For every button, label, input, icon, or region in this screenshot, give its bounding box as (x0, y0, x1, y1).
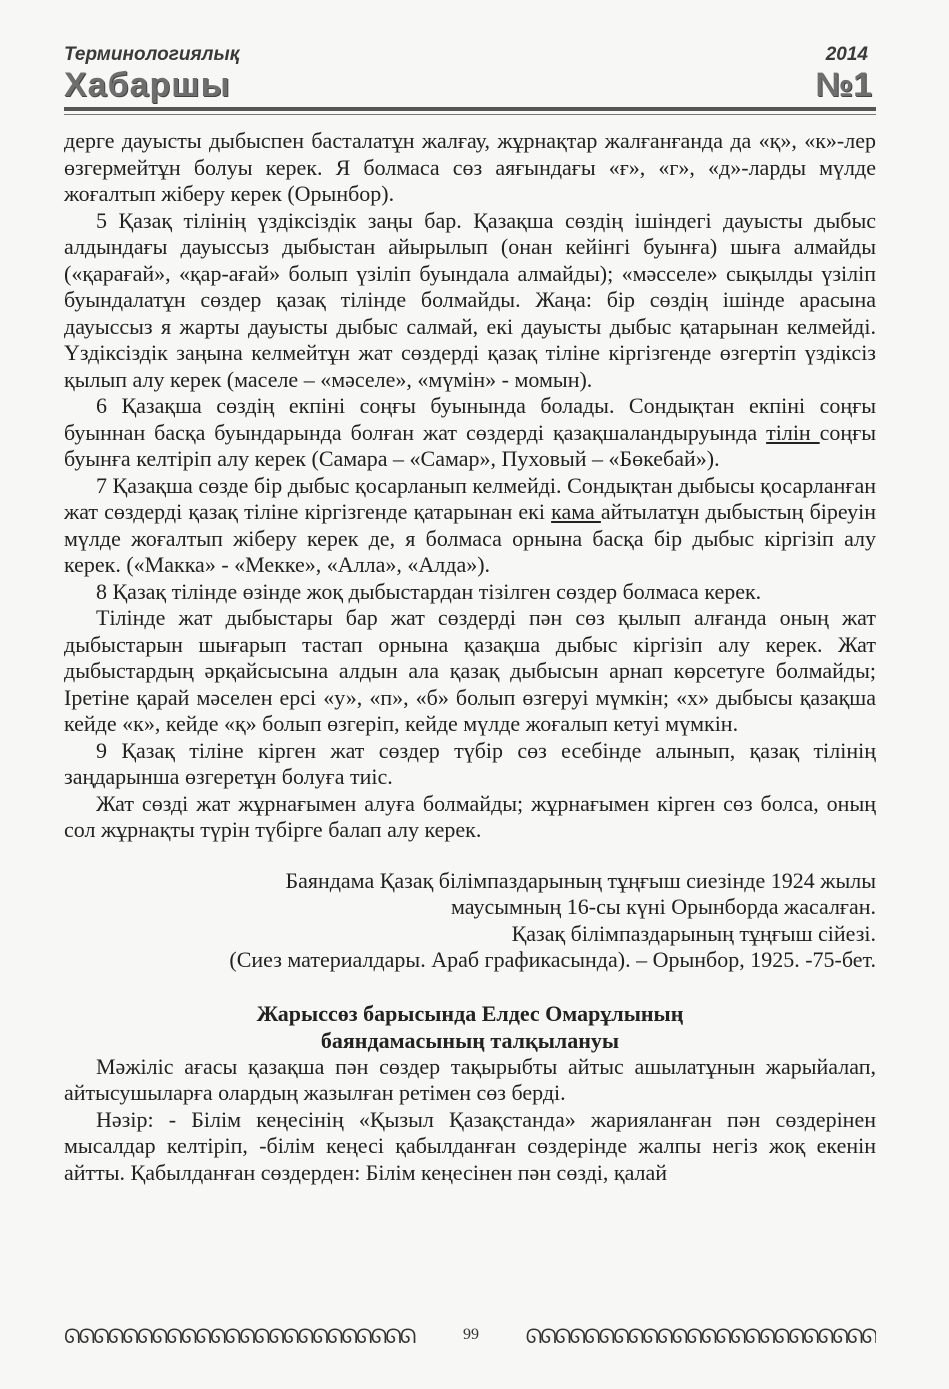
citation-line: (Сиез материалдары. Араб графикасында). – Орынбор, 1925. -75-бет. (229, 947, 876, 972)
page-header (64, 44, 876, 124)
paragraph: 9 Қазақ тіліне кірген жат сөздер түбір сөз есебінде алынып, қазақ тілінің заңдарынша өзгеретұн болуға тиіс. (64, 737, 876, 789)
ornament-border-left: ᘏᘏᘏᘏᘏᘏᘏᘏᘏᘏᘏᘏᘏᘏᘏᘏᘏᘏᘏᘏᘏᘏᘏᘏ (64, 1324, 415, 1346)
paragraph-text: соңғы буынға келтіріп алу керек (Самара – «Самар», Пуховый – «Бөкебай»). (64, 419, 876, 471)
paragraph: Нәзір: - Білім кеңесінің «Қызыл Қазақстанда» жарияланған пән сөздерінен мысалдар келтіріп, -білім кеңесі қабылданған сөздерінде жалпы негіз жоқ екенін айтты. Қабылданған сөздерден: Білім кеңесінен пән сөзді, қалай (64, 1106, 876, 1185)
paragraph: дерге дауысты дыбыспен басталатұн жалғау, жұрнақтар жалғанғанда да «қ», «к»-лер өзгермейтұн болуы керек. Я болмаса сөз аяғындағы «ғ», «г», «д»-ларды мүлде жоғалтып жіберу керек (Орынбор). (64, 128, 876, 206)
paragraph-text: 6 Қазақша сөздің екпіні соңғы буынында болады. Сондықтан екпіні соңғы буыннан басқа буындарында болған жат сөздерді қазақшаландыруында (64, 393, 876, 445)
source-citation (64, 868, 876, 974)
underlined-word: кама (551, 499, 601, 524)
ornament-border-right: ᘏᘏᘏᘏᘏᘏᘏᘏᘏᘏᘏᘏᘏᘏᘏᘏᘏᘏᘏᘏᘏᘏᘏᘏ (525, 1324, 876, 1346)
page-number: 99 (463, 1326, 479, 1343)
issue-number: №1 (815, 66, 872, 104)
paragraph (64, 473, 876, 579)
section-heading-line: баяндамасының талқылануы (320, 1027, 620, 1053)
issue-year: 2014 (825, 44, 868, 65)
header-rule-thin (64, 114, 876, 115)
paragraph: Жат сөзді жат жұрнағымен алуға болмайды; жұрнағымен кірген сөз болса, оның сол жұрнақты түрін түбірге балап алу керек. (64, 790, 876, 842)
paragraph-text: 7 Қазақша сөзде бір дыбыс қосарланып келмейді. Сондықтан дыбысы қосарланған жат сөздерді қазақ тіліне кіргізгенде қатарынан екі (64, 472, 876, 524)
citation-line: Қазақ білімпаздарының тұңғыш сійезі. (511, 920, 876, 946)
paragraph: Тілінде жат дыбыстары бар жат сөздерді пән сөз қылып алғанда оның жат дыбыстарын шығарып тастап орнына қазақша дыбыс кіргізіп алу керек. Жат дыбыстардың әрқайсысына алдын ала қазақ дыбысын арнап көрсетуге болмайды; Іретіне қарай мәселен ерсі «у», «п», «б» болып өзгеруі мүмкін; «х» дыбысы қазақша кейде «к», кейде «қ» болып өзгеріп, кейде мүлде жоғалып кетуі мүмкін. (64, 605, 876, 736)
underlined-word: тілін (766, 419, 820, 445)
paragraph: Мәжіліс ағасы қазақша пән сөздер тақырыбты айтыс ашылатұнын жарыйалап, айтысушыларға олардың жазылған ретімен сөз берді. (64, 1053, 876, 1105)
paragraph (64, 393, 876, 473)
section-heading-line: Жарыссөз барысында Елдес Омарұлының (256, 1000, 684, 1026)
article-body (64, 128, 876, 1186)
citation-line: Баяндама Қазақ білімпаздарының тұңғыш сиезінде 1924 жылы (285, 867, 876, 893)
page-footer (64, 1322, 876, 1348)
paragraph-text: айтылатұн дыбыстың біреуін мүлде жоғалтып жіберу керек де, я болмаса орнына басқа бір дыбыс кіргізіп алу керек. («Макка» - «Мекке», «Алла», «Алда»). (64, 499, 876, 577)
citation-line: маусымның 16-сы күні Орынборда жасалған. (451, 894, 876, 919)
journal-subtitle: Терминологиялық (64, 44, 240, 65)
header-rule-thick (64, 107, 876, 111)
paragraph: 8 Қазақ тілінде өзінде жоқ дыбыстардан тізілген сөздер болмаса керек. (96, 578, 762, 604)
journal-title: Хабаршы (64, 66, 231, 104)
paragraph: 5 Қазақ тілінің үздіксіздік заңы бар. Қазақша сөздің ішіндегі дауысты дыбыс алдындағы дауыссыз дыбыстан айырылып (онан кейінгі буынға) шыға алмайды («қарағай», «қар-ағай» болып үзіліп буындала алмайды); «мәсселе» сықылды үзіліп буындалатұн сөздер қазақ тілінде болмайды. Жаңа: бір сөздің ішінде арасына дауыссыз я жарты дауысты дыбыс салмай, екі дауысты дыбыс қатарынан келмейді. Үздіксіздік заңына келмейтұн жат сөздерді қазақ тіліне кіргізгенде өзгертіп үздіксіз қылып алу керек (маселе – «мәселе», «мүмін» - момын). (64, 207, 876, 392)
section-heading (64, 1000, 876, 1054)
